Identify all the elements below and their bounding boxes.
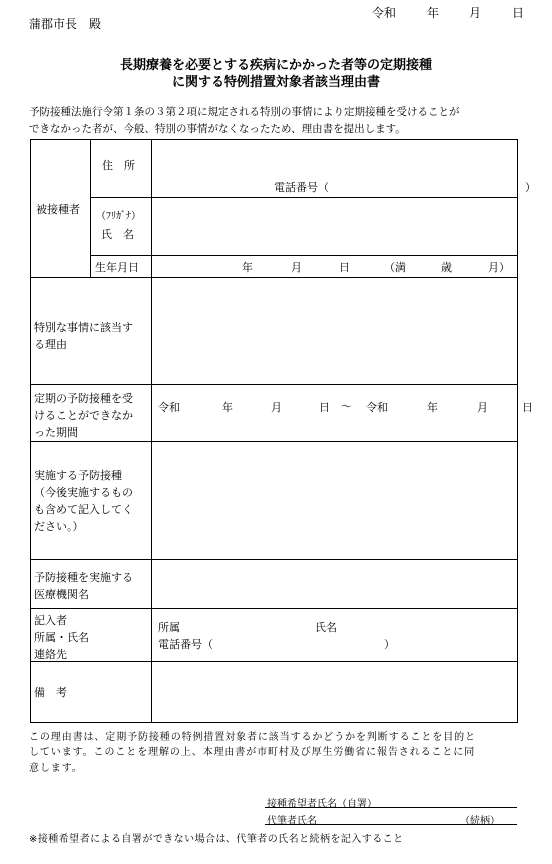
- period-month-start: 月: [271, 401, 282, 414]
- period-year-start: 年: [222, 401, 233, 414]
- birth-day-label: 日: [339, 261, 350, 274]
- phone-close: ）: [525, 181, 536, 194]
- birth-year-label: 年: [242, 261, 253, 274]
- special-reason-field[interactable]: [153, 279, 515, 382]
- furigana-label: （ﾌﾘｶﾞﾅ）: [96, 211, 141, 222]
- table-border: [30, 722, 518, 723]
- age-open-label: （満: [384, 261, 406, 274]
- writer-phone-label: 電話番号（: [158, 638, 213, 651]
- clinic-label-line1: 予防接種を実施する: [34, 571, 133, 584]
- table-border: [90, 255, 518, 256]
- remarks-label: 備 考: [34, 686, 67, 699]
- vaccine-label-line3: も含めて記入してく: [34, 503, 133, 516]
- address-label: 住 所: [102, 159, 135, 172]
- period-day-start: 日: [319, 401, 330, 414]
- applicant-signature-line[interactable]: [265, 807, 517, 808]
- age-unit-label: 歳: [441, 261, 452, 274]
- document-title-line2: に関する特例措置対象者該当理由書: [171, 75, 380, 90]
- applicant-signature-label: 接種希望者氏名（自署）: [267, 799, 377, 810]
- period-day-end: 日: [522, 401, 533, 414]
- intro-line1: 予防接種法施行令第１条の３第２項に規定される特別の事情により定期接種を受けることが: [29, 106, 460, 118]
- birthdate-field[interactable]: [153, 257, 515, 275]
- remarks-field[interactable]: [153, 663, 515, 720]
- table-border: [30, 139, 31, 723]
- affiliation-field[interactable]: [184, 616, 312, 634]
- period-year-end: 年: [427, 401, 438, 414]
- addressee: 蒲郡市長 殿: [29, 17, 102, 31]
- period-label-line3: った期間: [34, 426, 78, 439]
- relation-label: （続柄）: [460, 816, 500, 827]
- table-border: [30, 559, 518, 560]
- date-day-label: 日: [512, 6, 525, 20]
- period-field[interactable]: [153, 386, 515, 439]
- vaccine-label-line2: （今後実施するもの: [34, 486, 133, 499]
- period-era-end: 令和: [366, 401, 388, 414]
- proxy-name-label: 代筆者氏名: [267, 816, 317, 827]
- table-border: [30, 608, 518, 609]
- table-border: [151, 139, 152, 723]
- writer-label-line3: 連絡先: [34, 648, 67, 661]
- proxy-signature-line[interactable]: [265, 824, 517, 825]
- table-border: [30, 661, 518, 662]
- period-label-line1: 定期の予防接種を受: [34, 392, 133, 405]
- address-field[interactable]: [153, 141, 515, 175]
- consent-note-line2: しています。このことを理解の上、本理由書が市町村及び厚生労働省に報告されることに同: [29, 747, 476, 758]
- period-label-line2: けることができなか: [34, 409, 133, 422]
- phone-field[interactable]: [335, 177, 525, 193]
- table-border: [30, 277, 518, 278]
- special-reason-label-line1: 特別な事情に該当す: [34, 321, 133, 334]
- date-year-label: 年: [427, 6, 440, 20]
- vaccine-label-line1: 実施する予防接種: [34, 469, 122, 482]
- birthdate-label: 生年月日: [95, 261, 139, 274]
- age-month-label: 月）: [488, 261, 510, 274]
- table-border: [30, 139, 518, 140]
- name-label: 氏 名: [101, 228, 134, 241]
- special-reason-label-line2: る理由: [34, 338, 67, 351]
- writer-name-field[interactable]: [341, 616, 513, 634]
- birth-month-label: 月: [291, 261, 302, 274]
- period-tilde: ～: [341, 400, 352, 413]
- table-border: [517, 139, 518, 723]
- table-border: [30, 441, 518, 442]
- date-era: 令和: [372, 6, 397, 20]
- document-title-line1: 長期療養を必要とする疾病にかかった者等の定期接種: [119, 58, 432, 73]
- writer-label-line2: 所属・氏名: [34, 631, 89, 644]
- period-month-end: 月: [477, 401, 488, 414]
- consent-note-line3: 意します。: [29, 763, 83, 774]
- patient-label: 被接種者: [36, 203, 80, 216]
- clinic-label-line2: 医療機関名: [34, 588, 89, 601]
- period-era-start: 令和: [158, 401, 180, 414]
- affiliation-label: 所属: [158, 621, 180, 634]
- writer-phone-field[interactable]: [218, 634, 383, 652]
- clinic-field[interactable]: [153, 561, 515, 606]
- phone-label: 電話番号（: [274, 181, 329, 194]
- date-month-label: 月: [469, 6, 482, 20]
- writer-phone-close: ）: [384, 638, 395, 651]
- intro-line2: できなかった者が、今般、特別の事情がなくなったため、理由書を提出します。: [29, 123, 406, 135]
- table-border: [90, 197, 518, 198]
- writer-label-line1: 記入者: [34, 614, 67, 627]
- name-field[interactable]: [153, 199, 515, 253]
- vaccine-label-line4: ださい。）: [34, 520, 84, 533]
- consent-note-line1: この理由書は、定期予防接種の特例措置対象者に該当するかどうかを判断することを目的と: [29, 732, 476, 743]
- table-border: [90, 139, 91, 277]
- writer-name-label: 氏名: [315, 621, 337, 634]
- bottom-note: ※接種希望者による自署ができない場合は、代筆者の氏名と続柄を記入すること: [29, 834, 404, 845]
- vaccine-field[interactable]: [153, 443, 515, 557]
- table-border: [30, 384, 518, 385]
